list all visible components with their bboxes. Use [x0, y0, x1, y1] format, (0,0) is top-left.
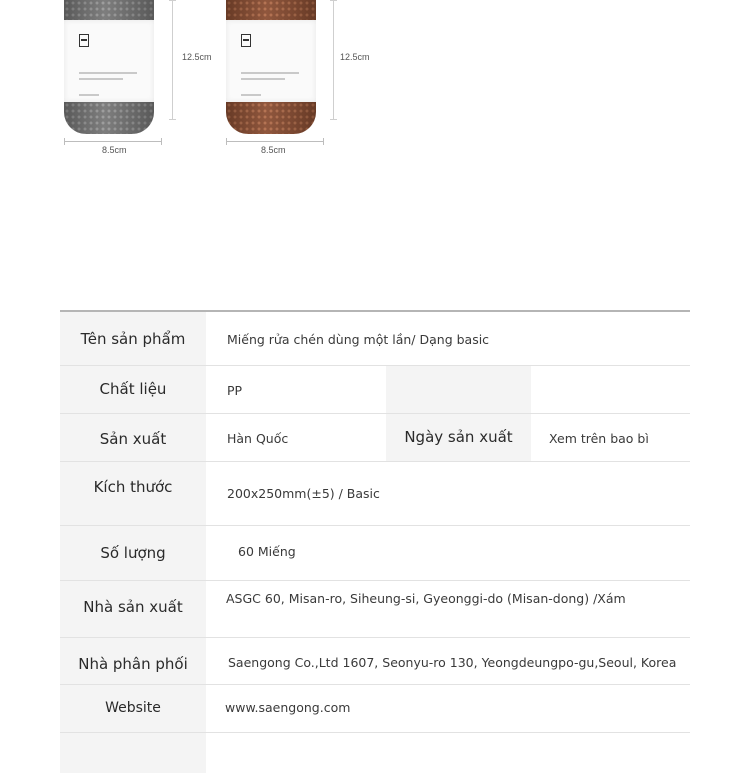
table-row [60, 526, 690, 581]
empty-header-cell [386, 366, 531, 413]
website-value: www.saengong.com [225, 700, 351, 715]
material-value: PP [227, 383, 243, 398]
size-value: 200x250mm(±5) / Basic [227, 486, 380, 501]
row-value [206, 638, 690, 684]
row-header [60, 685, 206, 732]
brand-logo-icon [241, 34, 251, 47]
table-row [60, 581, 690, 638]
product-name-value: Miếng rửa chén dùng một lần/ Dạng basic [227, 332, 490, 347]
manufacturer-value: ASGC 60, Misan-ro, Siheung-si, Gyeonggi-do (Misan-dong) /Xám [226, 591, 626, 606]
grey-canister-image [64, 0, 154, 134]
product-label [64, 20, 154, 102]
table-row [60, 312, 690, 366]
row-header [60, 312, 206, 365]
table-row [60, 366, 690, 414]
brand-logo-icon [79, 34, 89, 47]
row-header [60, 366, 206, 413]
row-value [206, 581, 690, 637]
mfg-date-value: Xem trên bao bì [549, 431, 649, 446]
width-label-brown: 8.5cm [261, 145, 286, 155]
material-label: Chất liệu [99, 380, 167, 398]
row-value [206, 526, 690, 580]
row-header [60, 581, 206, 637]
spec-table [60, 310, 690, 773]
row-value [206, 414, 386, 461]
product-label [226, 20, 316, 102]
distributor-value: Saengong Co.,Ltd 1607, Seonyu-ro 130, Yeongdeungpo-gu,Seoul, Korea [228, 655, 677, 670]
row-header [386, 414, 531, 461]
width-dimension-line [64, 141, 162, 142]
row-header [60, 526, 206, 580]
width-label-grey: 8.5cm [102, 145, 127, 155]
mfg-date-label: Ngày sản xuất [404, 428, 513, 446]
table-row [60, 685, 690, 733]
row-value [531, 414, 690, 461]
website-label: Website [105, 700, 161, 716]
table-row [60, 414, 690, 462]
height-dimension-line [172, 0, 173, 120]
quantity-value: 60 Miếng [238, 544, 296, 559]
height-label-brown: 12.5cm [340, 52, 370, 62]
distributor-label: Nhà phân phối [78, 655, 188, 673]
width-dimension-line [226, 141, 324, 142]
brown-canister-image [226, 0, 316, 134]
height-label-grey: 12.5cm [182, 52, 212, 62]
row-header [60, 414, 206, 461]
table-row [60, 733, 690, 773]
row-value [206, 685, 690, 732]
origin-value: Hàn Quốc [227, 431, 289, 446]
manufacturer-label: Nhà sản xuất [83, 598, 183, 616]
product-name-label: Tên sản phẩm [80, 330, 186, 348]
table-row [60, 462, 690, 526]
table-row [60, 638, 690, 685]
row-value [206, 312, 690, 365]
row-header [60, 462, 206, 525]
row-header [60, 638, 206, 684]
row-value [206, 462, 690, 525]
height-dimension-line [333, 0, 334, 120]
quantity-label: Số lượng [100, 544, 166, 562]
size-label: Kích thước [93, 478, 173, 496]
origin-label: Sản xuất [99, 430, 167, 448]
row-header [60, 733, 206, 773]
row-value [206, 366, 386, 413]
